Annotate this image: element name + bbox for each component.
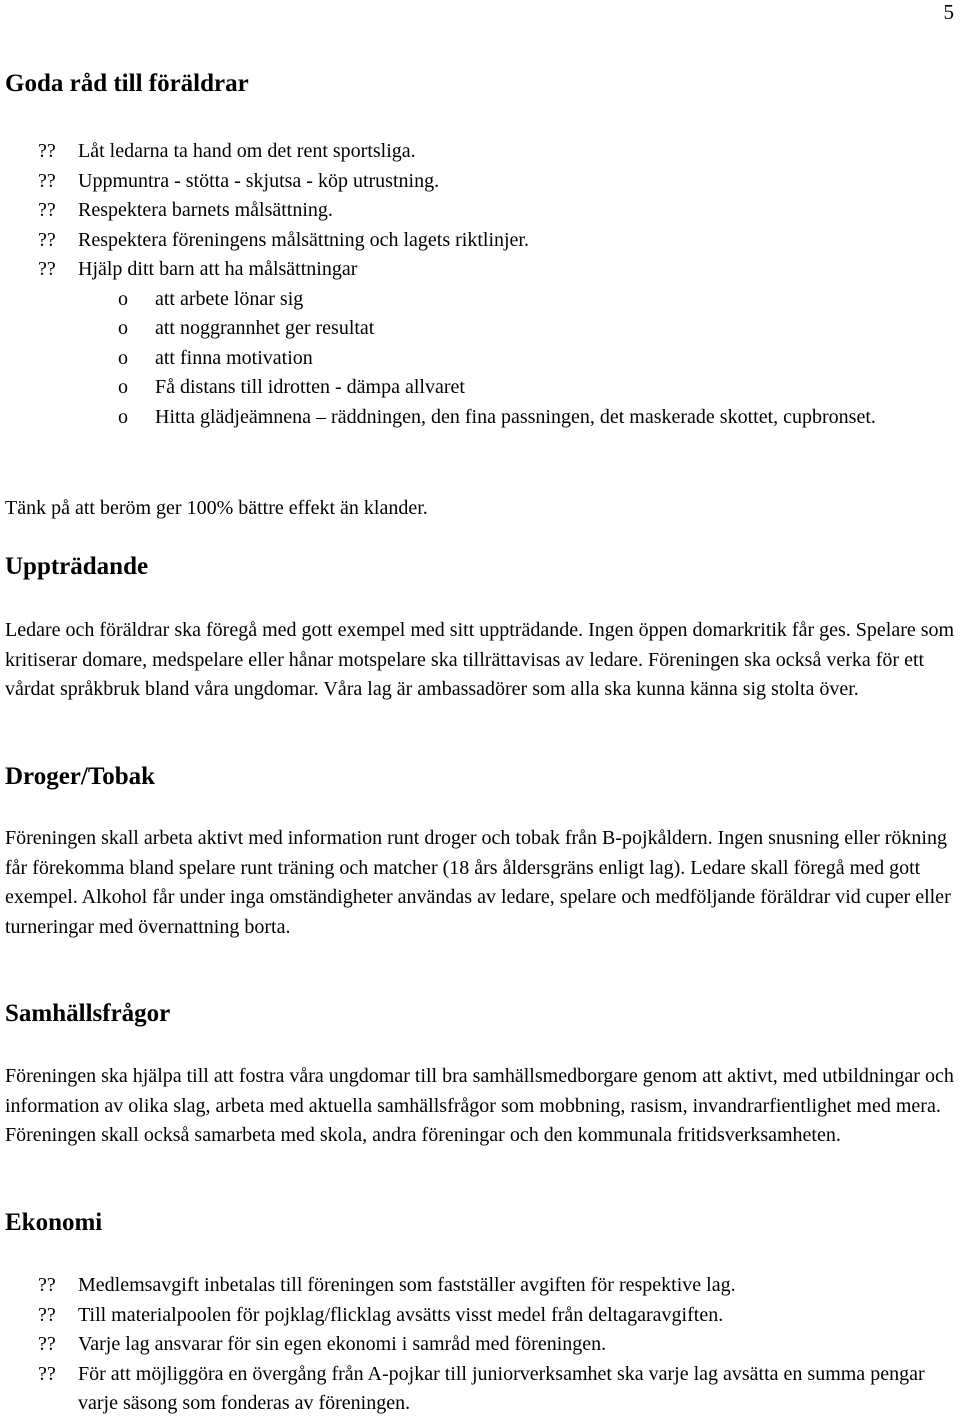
sub-list-item-text: Hitta glädjeämnena – räddningen, den fina passningen, det maskerade skottet, cupbronset. bbox=[155, 405, 876, 428]
sub-list-item bbox=[5, 314, 957, 344]
list-item-text: Respektera föreningens målsättning och lagets riktlinjer. bbox=[78, 228, 529, 251]
bullet-marker: ?? bbox=[38, 258, 56, 280]
bullet-marker: ?? bbox=[38, 1303, 56, 1326]
paragraph-droger-tobak: Föreningen skall arbeta aktivt med information runt droger och tobak från B-pojkåldern. Ingen snusning eller rökning får förekomma bland spelare runt träning och matcher (18 års åldersgräns enligt lag). Ledare skall föregå med gott exempel. Alkohol får under inga omständigheter användas av ledare, spelare och medföljande föräldrar vid cuper eller turneringar med övernattning borta. bbox=[5, 827, 951, 938]
bullet-marker: ?? bbox=[38, 1362, 56, 1385]
heading-goda-rad: Goda råd till föräldrar bbox=[5, 70, 249, 97]
sub-list-item bbox=[5, 344, 957, 374]
list-item-text: Låt ledarna ta hand om det rent sportsliga. bbox=[78, 140, 416, 162]
list-item bbox=[5, 137, 957, 167]
bullet-marker: ?? bbox=[38, 169, 56, 192]
sub-bullet-marker: o bbox=[118, 376, 128, 398]
sub-bullet-marker: o bbox=[118, 405, 128, 428]
sub-bullet-marker: o bbox=[118, 287, 128, 310]
list-item-text: Medlemsavgift inbetalas till föreningen som fastställer avgiften för respektive lag. bbox=[78, 1274, 736, 1296]
praise-note: Tänk på att beröm ger 100% bättre effekt än klander. bbox=[5, 497, 428, 519]
list-item-text: Hjälp ditt barn att ha målsättningar bbox=[78, 258, 358, 280]
bullet-marker: ?? bbox=[38, 228, 56, 251]
advice-list bbox=[5, 137, 957, 432]
sub-bullet-marker: o bbox=[118, 346, 128, 369]
list-item bbox=[5, 1301, 957, 1331]
economy-list bbox=[5, 1271, 957, 1419]
list-item-text: Till materialpoolen för pojklag/flicklag avsätts visst medel från deltagaravgiften. bbox=[78, 1303, 724, 1326]
list-item bbox=[5, 167, 957, 197]
list-item-text: Varje lag ansvarar för sin egen ekonomi i samråd med föreningen. bbox=[78, 1333, 607, 1355]
list-item-text: Uppmuntra - stötta - skjutsa - köp utrustning. bbox=[78, 169, 440, 192]
list-item bbox=[5, 255, 957, 285]
sub-list-item-text: att noggrannhet ger resultat bbox=[155, 317, 375, 339]
list-item bbox=[5, 196, 957, 226]
sub-list-item-text: Få distans till idrotten - dämpa allvaret bbox=[155, 376, 465, 398]
list-item bbox=[5, 1271, 957, 1301]
page-number: 5 bbox=[943, 0, 954, 24]
sub-list-item bbox=[5, 285, 957, 315]
bullet-marker: ?? bbox=[38, 199, 56, 221]
heading-samhallsfragor: Samhällsfrågor bbox=[5, 1000, 171, 1027]
list-item-text: För att möjliggöra en övergång från A-pojkar till juniorverksamhet ska varje lag avsätta en summa pengar varje säsong som fonderas av föreningen. bbox=[78, 1362, 925, 1414]
sub-list-item-text: att arbete lönar sig bbox=[155, 287, 304, 310]
sub-bullet-marker: o bbox=[118, 317, 128, 339]
list-item-text: Respektera barnets målsättning. bbox=[78, 199, 333, 221]
heading-droger-tobak: Droger/Tobak bbox=[5, 763, 156, 790]
heading-ekonomi: Ekonomi bbox=[5, 1209, 103, 1236]
paragraph-samhallsfragor: Föreningen ska hjälpa till att fostra våra ungdomar till bra samhällsmedborgare genom att aktivt, med utbildningar och information av olika slag, arbeta med aktuella samhällsfrågor som mobbning, rasism, invandrarfientlighet med mera. Föreningen skall också samarbeta med skola, andra föreningar och den kommunala fritidsverksamheten. bbox=[5, 1065, 954, 1146]
bullet-marker: ?? bbox=[38, 140, 56, 162]
list-item bbox=[5, 1360, 957, 1419]
paragraph-uppträdande: Ledare och föräldrar ska föregå med gott exempel med sitt uppträdande. Ingen öppen domarkritik får ges. Spelare som kritiserar domare, medspelare eller hånar motspelare ska tillrättavisas av ledare. Föreningen ska också verka för ett vårdat språkbruk bland våra ungdomar. Våra lag är ambassadörer som alla ska kunna känna sig stolta över. bbox=[5, 619, 955, 700]
bullet-marker: ?? bbox=[38, 1274, 56, 1296]
list-item bbox=[5, 1330, 957, 1360]
bullet-marker: ?? bbox=[38, 1333, 56, 1355]
list-item bbox=[5, 226, 957, 256]
sub-list-item bbox=[5, 373, 957, 403]
sub-list-item-text: att finna motivation bbox=[155, 346, 313, 369]
heading-uppträdande: Uppträdande bbox=[5, 553, 149, 580]
sub-list-item bbox=[5, 403, 957, 433]
